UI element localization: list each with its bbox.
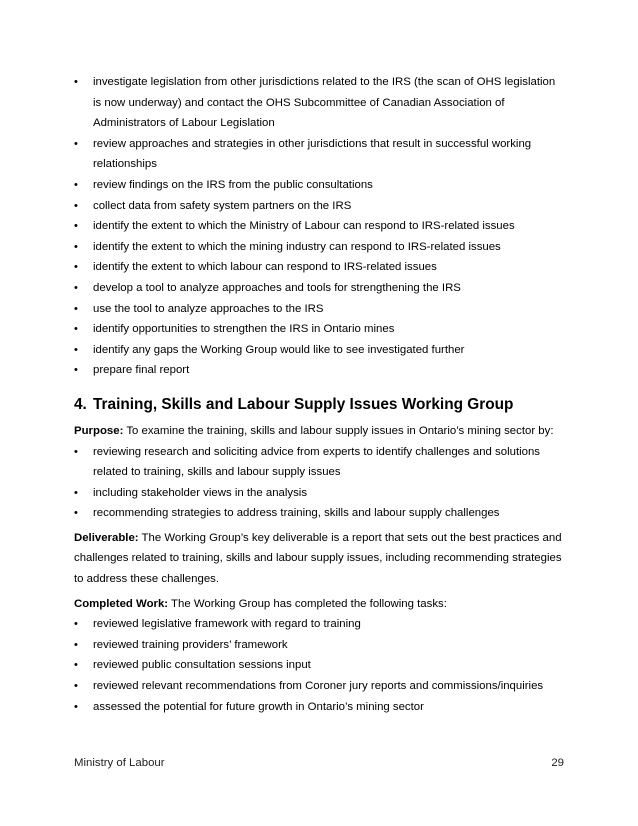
list-item: • use the tool to analyze approaches to the IRS (74, 299, 566, 320)
list-item: • identify the extent to which labour can respond to IRS-related issues (74, 257, 566, 278)
purpose-paragraph (74, 421, 566, 442)
section-heading (74, 395, 566, 415)
deliverable-label: Deliverable: (74, 531, 139, 544)
list-item: • review approaches and strategies in other jurisdictions that result in successful working relationships (74, 134, 566, 175)
task-list (74, 72, 566, 381)
purpose-list (74, 442, 566, 524)
list-item: • including stakeholder views in the analysis (74, 483, 566, 504)
list-item: • reviewed public consultation sessions input (74, 655, 566, 676)
list-item: • assessed the potential for future growth in Ontario’s mining sector (74, 697, 566, 718)
completed-paragraph (74, 594, 566, 615)
completed-label: Completed Work: (74, 597, 169, 610)
list-item: • reviewed relevant recommendations from Coroner jury reports and commissions/inquiries (74, 676, 566, 697)
list-item: • reviewed legislative framework with regard to training (74, 614, 566, 635)
section-number: 4. (74, 395, 87, 413)
page-content (74, 72, 566, 717)
completed-list (74, 614, 566, 717)
deliverable-text: The Working Group’s key deliverable is a report that sets out the best practices and challenges related to training, skills and labour supply issues, including recommending strategies to address these challenges. (74, 531, 562, 586)
deliverable-paragraph (74, 528, 566, 590)
list-item: • recommending strategies to address training, skills and labour supply challenges (74, 503, 566, 524)
purpose-text: To examine the training, skills and labour supply issues in Ontario’s mining sector by: (123, 424, 554, 437)
list-item: • prepare final report (74, 360, 566, 381)
list-item: • identify any gaps the Working Group would like to see investigated further (74, 340, 566, 361)
section-title: Training, Skills and Labour Supply Issues Working Group (93, 395, 514, 413)
list-item: • investigate legislation from other jurisdictions related to the IRS (the scan of OHS legislation is now underway) and contact the OHS Subcommittee of Canadian Association of Administrators of Labour Legislation (74, 72, 566, 134)
purpose-label: Purpose: (74, 424, 124, 437)
list-item: • review findings on the IRS from the public consultations (74, 175, 566, 196)
list-item: • identify the extent to which the mining industry can respond to IRS-related issues (74, 237, 566, 258)
list-item: • identify opportunities to strengthen the IRS in Ontario mines (74, 319, 566, 340)
completed-text: The Working Group has completed the following tasks: (168, 597, 447, 610)
page-number: 29 (551, 757, 564, 769)
list-item: • develop a tool to analyze approaches and tools for strengthening the IRS (74, 278, 566, 299)
list-item: • reviewed training providers’ framework (74, 635, 566, 656)
footer-publisher: Ministry of Labour (74, 757, 165, 769)
list-item: • identify the extent to which the Ministry of Labour can respond to IRS-related issues (74, 216, 566, 237)
list-item: • collect data from safety system partners on the IRS (74, 196, 566, 217)
list-item: • reviewing research and soliciting advice from experts to identify challenges and solutions related to training, skills and labour supply issues (74, 442, 566, 483)
